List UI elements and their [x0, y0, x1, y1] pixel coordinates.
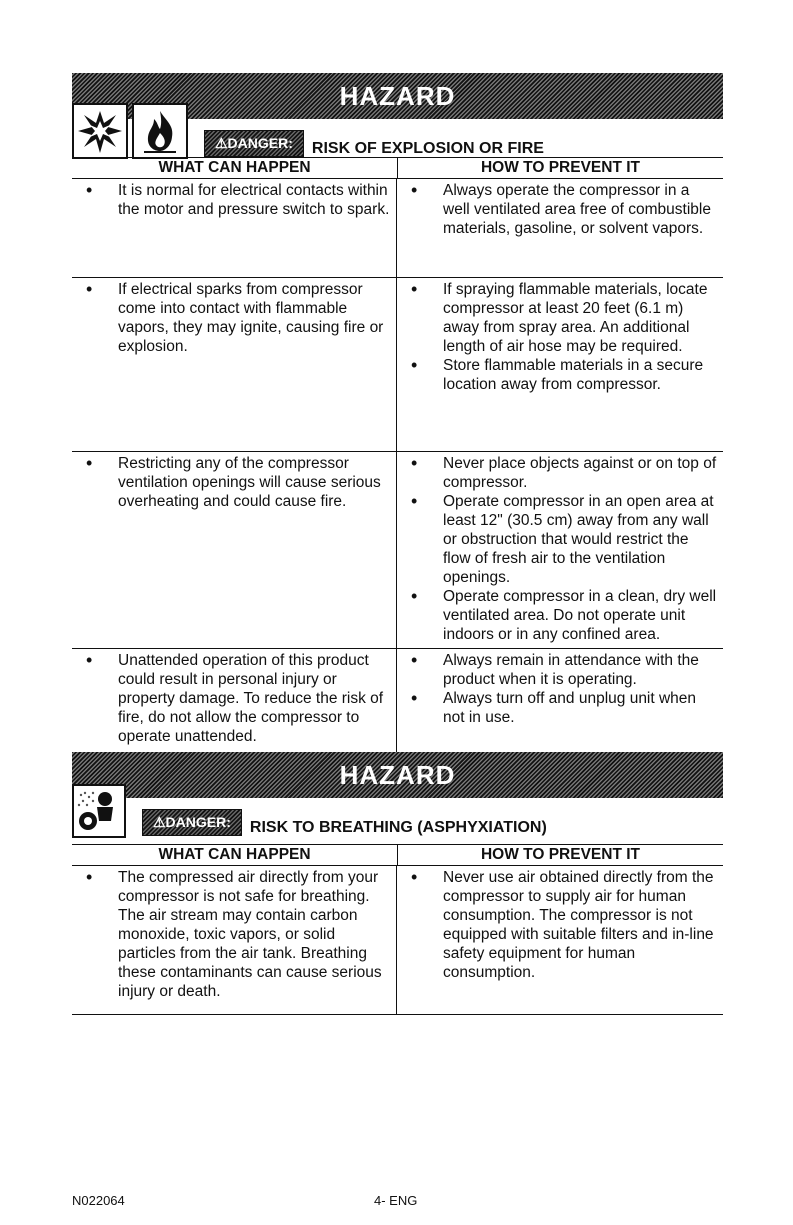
cell-prevent	[397, 278, 723, 451]
col-how-to-prevent: HOW TO PREVENT IT	[480, 846, 641, 863]
cell-what	[72, 179, 397, 277]
hazard-table	[72, 157, 723, 769]
hazard-header	[72, 103, 723, 159]
col-what-can-happen: WHAT CAN HAPPEN	[72, 158, 398, 178]
col-what-can-happen: WHAT CAN HAPPEN	[72, 845, 398, 865]
cell-prevent	[397, 452, 723, 648]
table-row	[72, 452, 723, 649]
table-row	[72, 179, 723, 278]
cell-what	[72, 866, 397, 1014]
hazard-table	[72, 844, 723, 1015]
table-header	[72, 844, 723, 866]
fire-icon	[132, 103, 188, 159]
list-item: • Operate compressor in a clean, dry well ventilated area. Do not operate unit indoors or in any confined area.	[401, 587, 719, 644]
table-header	[72, 157, 723, 179]
danger-badge: ⚠DANGER:	[142, 809, 242, 836]
table-row	[72, 866, 723, 1015]
danger-badge: ⚠DANGER:	[204, 130, 304, 157]
hazard-banner-title: HAZARD	[339, 80, 456, 111]
table-row	[72, 278, 723, 452]
cell-what	[72, 452, 397, 648]
page-number: 4- ENG	[374, 1193, 418, 1208]
list-item: • Never place objects against or on top of compressor.	[401, 454, 719, 492]
cell-what	[72, 278, 397, 451]
list-item: • It is normal for electrical contacts within the motor and pressure switch to spark.	[76, 181, 392, 219]
list-item: • Always turn off and unplug unit when not in use.	[401, 689, 719, 727]
hazard-header	[72, 784, 723, 838]
cell-prevent	[397, 649, 723, 769]
cell-what	[72, 649, 397, 769]
cell-prevent	[397, 866, 723, 1014]
explosion-icon	[72, 103, 128, 159]
table-row	[72, 649, 723, 769]
hazard-banner-title: HAZARD	[339, 759, 456, 790]
document-number: N022064	[72, 1193, 125, 1208]
col-how-to-prevent: HOW TO PREVENT IT	[480, 159, 641, 176]
list-item: • The compressed air directly from your compressor is not safe for breathing. The air stream may contain carbon monoxide, toxic vapors, or solid particles from the air tank. Breathing these contaminants can cause serious injury or death.	[76, 868, 392, 1001]
list-item: • Restricting any of the compressor ventilation openings will cause serious overheating and could cause fire.	[76, 454, 392, 511]
list-item: • Never use air obtained directly from the compressor to supply air for human consumption. The compressor is not equipped with suitable filters and in-line safety equipment for human consumption.	[401, 868, 719, 982]
list-item: • If electrical sparks from compressor come into contact with flammable vapors, they may ignite, causing fire or explosion.	[76, 280, 392, 356]
cell-prevent	[397, 179, 723, 277]
list-item: • Always remain in attendance with the product when it is operating.	[401, 651, 719, 689]
risk-title: RISK OF EXPLOSION OR FIRE	[311, 140, 544, 157]
risk-title: RISK TO BREATHING (ASPHYXIATION)	[249, 819, 547, 836]
list-item: • Store flammable materials in a secure location away from compressor.	[401, 356, 719, 394]
list-item: • Operate compressor in an open area at least 12" (30.5 cm) away from any wall or obstruction that would restrict the flow of fresh air to the ventilation openings.	[401, 492, 719, 587]
asphyxiation-icon	[72, 784, 126, 838]
list-item: • Always operate the compressor in a well ventilated area free of combustible materials, gasoline, or solvent vapors.	[401, 181, 719, 238]
list-item: • Unattended operation of this product could result in personal injury or property damage. To reduce the risk of fire, do not allow the compressor to operate unattended.	[76, 651, 392, 746]
list-item: • If spraying flammable materials, locate compressor at least 20 feet (6.1 m) away from spray area. An additional length of air hose may be required.	[401, 280, 719, 356]
